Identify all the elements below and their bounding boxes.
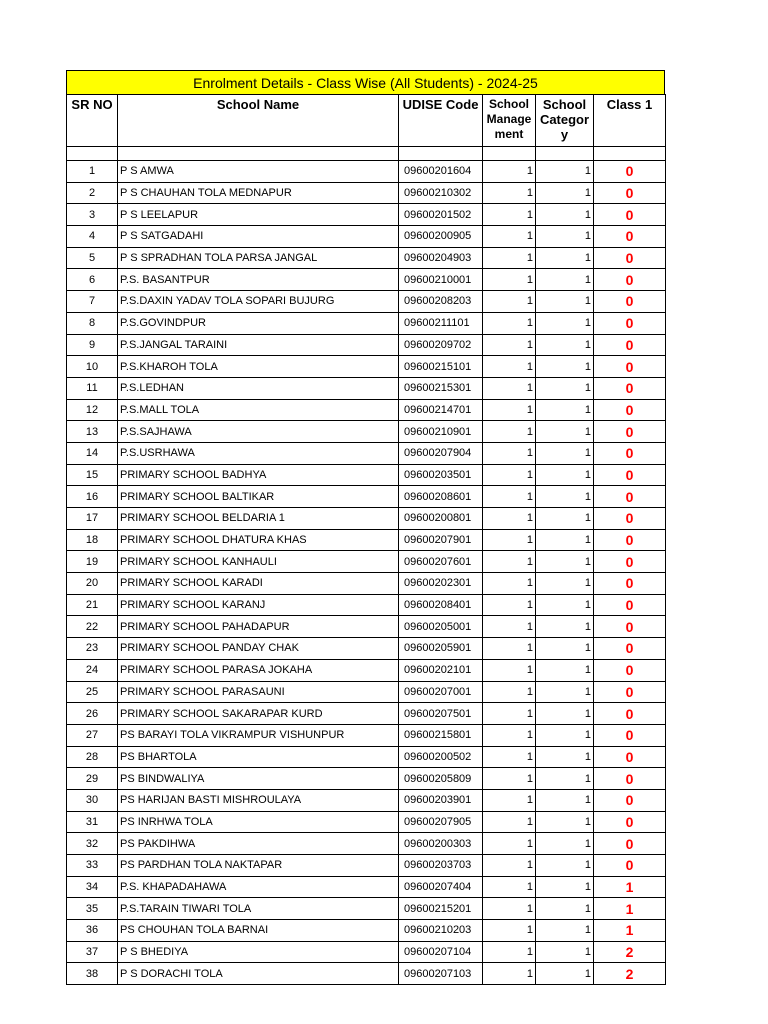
cell-class-1: 0 xyxy=(594,226,666,248)
table-row xyxy=(67,963,666,985)
table-row xyxy=(67,898,666,920)
cell-school-management: 1 xyxy=(483,182,536,204)
cell-school-category: 1 xyxy=(536,659,594,681)
cell-class-1: 0 xyxy=(594,594,666,616)
cell-school-management: 1 xyxy=(483,573,536,595)
cell-udise-code: 09600207904 xyxy=(399,442,483,464)
cell-sr-no: 16 xyxy=(67,486,118,508)
cell-class-1: 0 xyxy=(594,464,666,486)
cell-sr-no: 33 xyxy=(67,855,118,877)
cell-sr-no: 22 xyxy=(67,616,118,638)
cell-school-category: 1 xyxy=(536,594,594,616)
table-row xyxy=(67,442,666,464)
header-class-1: Class 1 xyxy=(594,95,666,147)
cell-school-category: 1 xyxy=(536,616,594,638)
cell-school-name: P S DORACHI TOLA xyxy=(118,963,399,985)
cell-school-name: PRIMARY SCHOOL BELDARIA 1 xyxy=(118,508,399,530)
cell-school-category: 1 xyxy=(536,377,594,399)
table-row xyxy=(67,855,666,877)
cell-sr-no: 19 xyxy=(67,551,118,573)
cell-school-name: PRIMARY SCHOOL SAKARAPAR KURD xyxy=(118,703,399,725)
cell-school-name: PRIMARY SCHOOL BALTIKAR xyxy=(118,486,399,508)
cell-school-management: 1 xyxy=(483,377,536,399)
cell-school-category: 1 xyxy=(536,529,594,551)
cell-school-name: PS INRHWA TOLA xyxy=(118,811,399,833)
cell-school-management: 1 xyxy=(483,616,536,638)
enrolment-sheet xyxy=(66,70,665,985)
cell-school-category: 1 xyxy=(536,941,594,963)
table-row xyxy=(67,876,666,898)
cell-udise-code: 09600200303 xyxy=(399,833,483,855)
table-row xyxy=(67,551,666,573)
cell-udise-code: 09600205809 xyxy=(399,768,483,790)
cell-school-management: 1 xyxy=(483,442,536,464)
cell-school-category: 1 xyxy=(536,789,594,811)
cell-school-category: 1 xyxy=(536,681,594,703)
cell-sr-no: 21 xyxy=(67,594,118,616)
cell-school-management: 1 xyxy=(483,247,536,269)
enrolment-table xyxy=(66,94,666,985)
table-row xyxy=(67,312,666,334)
cell-sr-no: 38 xyxy=(67,963,118,985)
cell-school-category: 1 xyxy=(536,551,594,573)
cell-sr-no: 35 xyxy=(67,898,118,920)
header-school-category: School Categor y xyxy=(536,95,594,147)
cell-school-management: 1 xyxy=(483,833,536,855)
cell-sr-no: 4 xyxy=(67,226,118,248)
cell-school-management: 1 xyxy=(483,703,536,725)
table-row xyxy=(67,811,666,833)
cell-udise-code: 09600200801 xyxy=(399,508,483,530)
cell-school-category: 1 xyxy=(536,486,594,508)
cell-school-category: 1 xyxy=(536,334,594,356)
cell-school-management: 1 xyxy=(483,746,536,768)
cell-school-name: P S CHAUHAN TOLA MEDNAPUR xyxy=(118,182,399,204)
cell-school-management: 1 xyxy=(483,876,536,898)
cell-school-category: 1 xyxy=(536,768,594,790)
cell-sr-no: 3 xyxy=(67,204,118,226)
cell-class-1: 0 xyxy=(594,551,666,573)
cell-udise-code: 09600215301 xyxy=(399,377,483,399)
table-row xyxy=(67,226,666,248)
cell-class-1: 0 xyxy=(594,703,666,725)
cell-school-name: P.S.LEDHAN xyxy=(118,377,399,399)
cell-sr-no: 9 xyxy=(67,334,118,356)
cell-udise-code: 09600208601 xyxy=(399,486,483,508)
cell-class-1: 0 xyxy=(594,161,666,183)
cell-sr-no: 30 xyxy=(67,789,118,811)
cell-school-name: P.S. KHAPADAHAWA xyxy=(118,876,399,898)
cell-sr-no: 34 xyxy=(67,876,118,898)
cell-udise-code: 09600214701 xyxy=(399,399,483,421)
cell-class-1: 0 xyxy=(594,421,666,443)
cell-school-category: 1 xyxy=(536,442,594,464)
table-row xyxy=(67,464,666,486)
table-row xyxy=(67,508,666,530)
table-row xyxy=(67,659,666,681)
cell-school-name: PRIMARY SCHOOL KANHAULI xyxy=(118,551,399,573)
cell-school-category: 1 xyxy=(536,312,594,334)
cell-class-1: 0 xyxy=(594,616,666,638)
cell-school-management: 1 xyxy=(483,724,536,746)
cell-sr-no: 7 xyxy=(67,291,118,313)
cell-school-name: P.S.JANGAL TARAINI xyxy=(118,334,399,356)
cell-class-1: 1 xyxy=(594,898,666,920)
cell-school-management: 1 xyxy=(483,659,536,681)
cell-school-management: 1 xyxy=(483,941,536,963)
cell-udise-code: 09600207501 xyxy=(399,703,483,725)
cell-class-1: 2 xyxy=(594,941,666,963)
cell-udise-code: 09600202301 xyxy=(399,573,483,595)
cell-school-name: P S AMWA xyxy=(118,161,399,183)
cell-school-category: 1 xyxy=(536,421,594,443)
table-row xyxy=(67,573,666,595)
cell-class-1: 2 xyxy=(594,963,666,985)
cell-class-1: 0 xyxy=(594,789,666,811)
table-row xyxy=(67,421,666,443)
cell-sr-no: 31 xyxy=(67,811,118,833)
cell-udise-code: 09600208203 xyxy=(399,291,483,313)
cell-school-management: 1 xyxy=(483,594,536,616)
cell-sr-no: 20 xyxy=(67,573,118,595)
cell-sr-no: 8 xyxy=(67,312,118,334)
cell-school-category: 1 xyxy=(536,898,594,920)
cell-sr-no: 11 xyxy=(67,377,118,399)
cell-school-management: 1 xyxy=(483,551,536,573)
cell-school-name: PRIMARY SCHOOL DHATURA KHAS xyxy=(118,529,399,551)
cell-udise-code: 09600207901 xyxy=(399,529,483,551)
cell-school-category: 1 xyxy=(536,399,594,421)
cell-school-name: PRIMARY SCHOOL KARADI xyxy=(118,573,399,595)
cell-school-category: 1 xyxy=(536,920,594,942)
cell-udise-code: 09600202101 xyxy=(399,659,483,681)
table-row xyxy=(67,681,666,703)
cell-udise-code: 09600215801 xyxy=(399,724,483,746)
table-row xyxy=(67,399,666,421)
table-row xyxy=(67,920,666,942)
cell-school-category: 1 xyxy=(536,876,594,898)
cell-school-category: 1 xyxy=(536,746,594,768)
cell-udise-code: 09600200905 xyxy=(399,226,483,248)
cell-class-1: 0 xyxy=(594,529,666,551)
cell-school-category: 1 xyxy=(536,573,594,595)
blank-row xyxy=(67,147,666,161)
cell-school-name: PS PARDHAN TOLA NAKTAPAR xyxy=(118,855,399,877)
cell-school-name: PRIMARY SCHOOL PANDAY CHAK xyxy=(118,638,399,660)
cell-school-name: PS CHOUHAN TOLA BARNAI xyxy=(118,920,399,942)
cell-school-management: 1 xyxy=(483,399,536,421)
cell-udise-code: 09600207601 xyxy=(399,551,483,573)
cell-school-name: P S SPRADHAN TOLA PARSA JANGAL xyxy=(118,247,399,269)
table-row xyxy=(67,269,666,291)
cell-class-1: 0 xyxy=(594,833,666,855)
cell-school-name: PRIMARY SCHOOL PARASA JOKAHA xyxy=(118,659,399,681)
cell-class-1: 1 xyxy=(594,920,666,942)
cell-sr-no: 24 xyxy=(67,659,118,681)
cell-sr-no: 15 xyxy=(67,464,118,486)
cell-sr-no: 17 xyxy=(67,508,118,530)
cell-school-management: 1 xyxy=(483,638,536,660)
cell-school-name: P.S.DAXIN YADAV TOLA SOPARI BUJURG xyxy=(118,291,399,313)
cell-school-name: PRIMARY SCHOOL PARASAUNI xyxy=(118,681,399,703)
cell-school-management: 1 xyxy=(483,356,536,378)
table-row xyxy=(67,638,666,660)
cell-class-1: 0 xyxy=(594,855,666,877)
cell-school-category: 1 xyxy=(536,356,594,378)
table-row xyxy=(67,746,666,768)
table-row xyxy=(67,486,666,508)
cell-sr-no: 26 xyxy=(67,703,118,725)
cell-school-name: P.S.KHAROH TOLA xyxy=(118,356,399,378)
cell-udise-code: 09600201604 xyxy=(399,161,483,183)
cell-class-1: 0 xyxy=(594,573,666,595)
cell-udise-code: 09600208401 xyxy=(399,594,483,616)
cell-udise-code: 09600209702 xyxy=(399,334,483,356)
cell-school-category: 1 xyxy=(536,161,594,183)
cell-sr-no: 25 xyxy=(67,681,118,703)
cell-class-1: 0 xyxy=(594,291,666,313)
cell-udise-code: 09600207104 xyxy=(399,941,483,963)
cell-udise-code: 09600203901 xyxy=(399,789,483,811)
table-row xyxy=(67,703,666,725)
cell-school-name: P.S.MALL TOLA xyxy=(118,399,399,421)
cell-udise-code: 09600211101 xyxy=(399,312,483,334)
cell-school-name: P.S.TARAIN TIWARI TOLA xyxy=(118,898,399,920)
cell-class-1: 0 xyxy=(594,399,666,421)
cell-udise-code: 09600215101 xyxy=(399,356,483,378)
cell-sr-no: 2 xyxy=(67,182,118,204)
cell-sr-no: 27 xyxy=(67,724,118,746)
cell-school-management: 1 xyxy=(483,855,536,877)
cell-udise-code: 09600205001 xyxy=(399,616,483,638)
cell-udise-code: 09600203501 xyxy=(399,464,483,486)
cell-school-name: P S SATGADAHI xyxy=(118,226,399,248)
cell-school-category: 1 xyxy=(536,204,594,226)
cell-school-management: 1 xyxy=(483,226,536,248)
cell-school-category: 1 xyxy=(536,269,594,291)
cell-udise-code: 09600207103 xyxy=(399,963,483,985)
cell-school-name: PRIMARY SCHOOL PAHADAPUR xyxy=(118,616,399,638)
cell-school-name: PS BINDWALIYA xyxy=(118,768,399,790)
cell-school-name: PRIMARY SCHOOL KARANJ xyxy=(118,594,399,616)
table-row xyxy=(67,616,666,638)
cell-school-category: 1 xyxy=(536,963,594,985)
cell-class-1: 0 xyxy=(594,768,666,790)
cell-school-category: 1 xyxy=(536,638,594,660)
cell-school-management: 1 xyxy=(483,421,536,443)
table-row xyxy=(67,334,666,356)
header-udise-code: UDISE Code xyxy=(399,95,483,147)
cell-school-category: 1 xyxy=(536,291,594,313)
cell-school-category: 1 xyxy=(536,724,594,746)
table-row xyxy=(67,204,666,226)
cell-sr-no: 23 xyxy=(67,638,118,660)
cell-school-management: 1 xyxy=(483,508,536,530)
cell-school-name: P S BHEDIYA xyxy=(118,941,399,963)
cell-sr-no: 37 xyxy=(67,941,118,963)
cell-school-management: 1 xyxy=(483,204,536,226)
cell-school-name: P.S.GOVINDPUR xyxy=(118,312,399,334)
header-row xyxy=(67,95,666,147)
cell-school-name: PS BARAYI TOLA VIKRAMPUR VISHUNPUR xyxy=(118,724,399,746)
cell-sr-no: 14 xyxy=(67,442,118,464)
cell-school-management: 1 xyxy=(483,269,536,291)
table-row xyxy=(67,377,666,399)
table-row xyxy=(67,356,666,378)
cell-class-1: 0 xyxy=(594,811,666,833)
sheet-title: Enrolment Details - Class Wise (All Students) - 2024-25 xyxy=(66,70,665,94)
header-school-name: School Name xyxy=(118,95,399,147)
cell-sr-no: 5 xyxy=(67,247,118,269)
cell-udise-code: 09600210901 xyxy=(399,421,483,443)
cell-school-management: 1 xyxy=(483,334,536,356)
cell-udise-code: 09600203703 xyxy=(399,855,483,877)
cell-udise-code: 09600207404 xyxy=(399,876,483,898)
cell-school-name: PS BHARTOLA xyxy=(118,746,399,768)
cell-udise-code: 09600207001 xyxy=(399,681,483,703)
cell-sr-no: 6 xyxy=(67,269,118,291)
cell-class-1: 0 xyxy=(594,659,666,681)
cell-school-category: 1 xyxy=(536,226,594,248)
table-row xyxy=(67,182,666,204)
cell-class-1: 0 xyxy=(594,334,666,356)
cell-class-1: 0 xyxy=(594,204,666,226)
cell-school-name: P.S.USRHAWA xyxy=(118,442,399,464)
cell-sr-no: 13 xyxy=(67,421,118,443)
cell-school-management: 1 xyxy=(483,920,536,942)
cell-school-management: 1 xyxy=(483,789,536,811)
cell-school-name: PRIMARY SCHOOL BADHYA xyxy=(118,464,399,486)
cell-school-management: 1 xyxy=(483,768,536,790)
cell-sr-no: 10 xyxy=(67,356,118,378)
cell-school-category: 1 xyxy=(536,811,594,833)
table-row xyxy=(67,833,666,855)
table-row xyxy=(67,789,666,811)
cell-class-1: 0 xyxy=(594,356,666,378)
table-row xyxy=(67,594,666,616)
cell-udise-code: 09600210001 xyxy=(399,269,483,291)
cell-sr-no: 28 xyxy=(67,746,118,768)
cell-udise-code: 09600205901 xyxy=(399,638,483,660)
cell-school-category: 1 xyxy=(536,855,594,877)
cell-school-category: 1 xyxy=(536,703,594,725)
cell-school-category: 1 xyxy=(536,247,594,269)
cell-school-name: PS PAKDIHWA xyxy=(118,833,399,855)
table-row xyxy=(67,161,666,183)
table-row xyxy=(67,724,666,746)
cell-school-name: PS HARIJAN BASTI MISHROULAYA xyxy=(118,789,399,811)
cell-school-management: 1 xyxy=(483,161,536,183)
cell-school-name: P.S. BASANTPUR xyxy=(118,269,399,291)
table-row xyxy=(67,529,666,551)
cell-school-category: 1 xyxy=(536,833,594,855)
cell-udise-code: 09600207905 xyxy=(399,811,483,833)
cell-udise-code: 09600215201 xyxy=(399,898,483,920)
cell-school-name: P.S.SAJHAWA xyxy=(118,421,399,443)
cell-school-name: P S LEELAPUR xyxy=(118,204,399,226)
table-row xyxy=(67,247,666,269)
cell-class-1: 0 xyxy=(594,312,666,334)
cell-class-1: 0 xyxy=(594,269,666,291)
header-sr-no: SR NO xyxy=(67,95,118,147)
cell-udise-code: 09600204903 xyxy=(399,247,483,269)
cell-sr-no: 12 xyxy=(67,399,118,421)
cell-class-1: 0 xyxy=(594,377,666,399)
cell-sr-no: 18 xyxy=(67,529,118,551)
cell-school-management: 1 xyxy=(483,291,536,313)
cell-school-management: 1 xyxy=(483,486,536,508)
cell-sr-no: 32 xyxy=(67,833,118,855)
cell-sr-no: 1 xyxy=(67,161,118,183)
cell-class-1: 0 xyxy=(594,442,666,464)
cell-class-1: 0 xyxy=(594,182,666,204)
cell-school-management: 1 xyxy=(483,529,536,551)
table-row xyxy=(67,291,666,313)
cell-class-1: 0 xyxy=(594,486,666,508)
cell-school-management: 1 xyxy=(483,464,536,486)
table-row xyxy=(67,768,666,790)
cell-school-management: 1 xyxy=(483,963,536,985)
cell-school-category: 1 xyxy=(536,508,594,530)
cell-school-management: 1 xyxy=(483,681,536,703)
cell-class-1: 0 xyxy=(594,508,666,530)
cell-school-management: 1 xyxy=(483,312,536,334)
cell-school-category: 1 xyxy=(536,464,594,486)
cell-class-1: 0 xyxy=(594,724,666,746)
cell-udise-code: 09600200502 xyxy=(399,746,483,768)
cell-school-category: 1 xyxy=(536,182,594,204)
cell-udise-code: 09600210203 xyxy=(399,920,483,942)
cell-udise-code: 09600210302 xyxy=(399,182,483,204)
cell-class-1: 0 xyxy=(594,247,666,269)
cell-class-1: 1 xyxy=(594,876,666,898)
cell-sr-no: 29 xyxy=(67,768,118,790)
cell-class-1: 0 xyxy=(594,681,666,703)
cell-class-1: 0 xyxy=(594,638,666,660)
cell-sr-no: 36 xyxy=(67,920,118,942)
cell-school-management: 1 xyxy=(483,811,536,833)
cell-class-1: 0 xyxy=(594,746,666,768)
cell-school-management: 1 xyxy=(483,898,536,920)
cell-udise-code: 09600201502 xyxy=(399,204,483,226)
table-row xyxy=(67,941,666,963)
header-school-management: School Manage ment xyxy=(483,95,536,147)
